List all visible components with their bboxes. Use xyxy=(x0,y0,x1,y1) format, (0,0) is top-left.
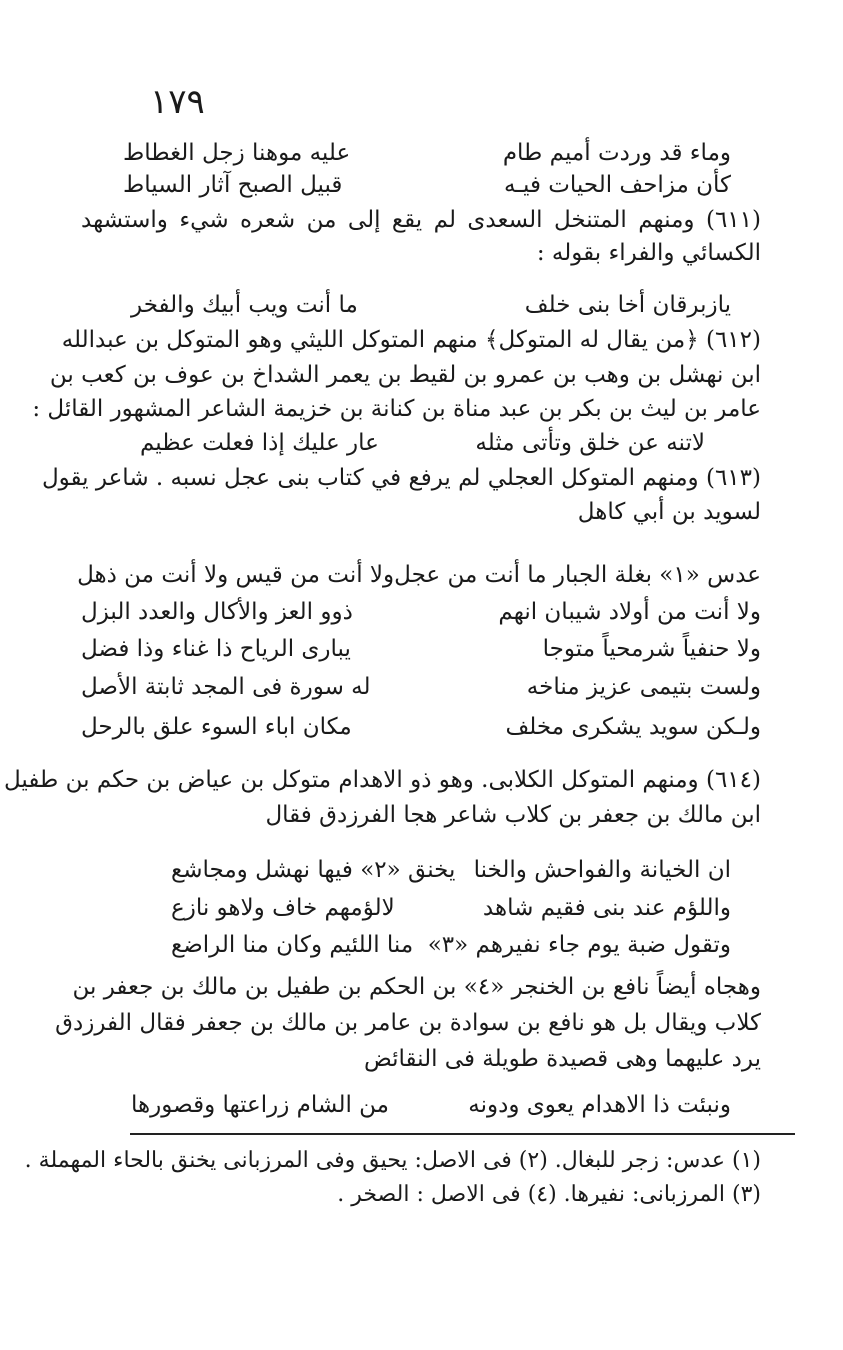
hemistich-second: ما أنت ويب أبيك والفخر xyxy=(131,292,358,318)
verse-line xyxy=(131,290,731,320)
verse-line xyxy=(81,672,761,702)
entry-614-line: (٦١٤) ومنهم المتوكل الكلابى. وهو ذو الاهدام متوكل بن عياض بن حكم بن طفيل xyxy=(4,767,761,793)
verse-line xyxy=(81,597,761,627)
verse-line xyxy=(140,428,705,458)
hemistich-first: يازبرقان أخا بنى خلف xyxy=(524,292,731,318)
hemistich-second: عليه موهنا زجل الغطاط xyxy=(123,140,351,166)
hemistich-first: ولا أنت من أولاد شيبان انهم xyxy=(498,599,761,625)
hemistich-second: يبارى الرياح ذا غناء وذا فضل xyxy=(81,636,351,662)
hemistich-second: ذوو العز والأكال والعدد البزل xyxy=(81,599,353,625)
entry-613-line: (٦١٣) ومنهم المتوكل العجلي لم يرفع في كتاب بنى عجل نسبه . شاعر يقول xyxy=(41,465,761,491)
hemistich-second: لالؤمهم خاف ولاهو نازع xyxy=(171,895,395,921)
entry-613-line: لسويد بن أبي كاهل xyxy=(577,499,761,525)
verse-line xyxy=(171,930,731,960)
hemistich-first: ولست بتيمى عزيز مناخه xyxy=(526,674,761,700)
hemistich-second: يخنق «٢» فيها نهشل ومجاشع xyxy=(171,857,456,883)
hemistich-second: مكان اباء السوء علق بالرحل xyxy=(81,714,352,740)
verse-line xyxy=(77,560,761,590)
page-number: ١٧٩ xyxy=(150,82,205,122)
verse-line xyxy=(171,855,731,885)
footnote-line: (١) عدس: زجر للبغال. (٢) فى الاصل: يحيق وفى المرزبانى يخنق بالحاء المهملة . xyxy=(24,1148,761,1173)
hemistich-first: ان الخيانة والفواحش والخنا xyxy=(473,857,731,883)
footnote-line: (٣) المرزبانى: نفيرها. (٤) فى الاصل : الصخر . xyxy=(337,1182,761,1207)
hemistich-first: عدس «١» بغلة الجبار ما أنت من عجل xyxy=(394,562,761,588)
hemistich-first: وتقول ضبة يوم جاء نفيرهم «٣» xyxy=(427,932,731,958)
verse-line xyxy=(131,1090,731,1120)
hemistich-second: منا اللئيم وكان منا الراضع xyxy=(171,932,414,958)
verse-line xyxy=(123,138,731,168)
entry-615-line: يرد عليهما وهى قصيدة طويلة فى النقائض xyxy=(363,1046,761,1072)
hemistich-second: عار عليك إذا فعلت عظيم xyxy=(140,430,379,456)
entry-615-line: كلاب ويقال بل هو نافع بن سوادة بن عامر بن مالك بن جعفر فقال الفرزدق xyxy=(55,1010,761,1036)
entry-614-line: ابن مالك بن جعفر بن كلاب شاعر هجا الفرزدق فقال xyxy=(265,802,761,828)
hemistich-first: واللؤم عند بنى فقيم شاهد xyxy=(482,895,731,921)
entry-615-line: وهجاه أيضاً نافع بن الخنجر «٤» بن الحكم بن طفيل بن مالك بن جعفر بن xyxy=(72,974,761,1000)
verse-line xyxy=(81,712,761,742)
hemistich-second: من الشام زراعتها وقصورها xyxy=(131,1092,389,1118)
entry-612-line: (٦١٢) ﴿من يقال له المتوكل﴾ منهم المتوكل الليثي وهو المتوكل بن عبدالله xyxy=(61,327,761,353)
verse-line xyxy=(81,634,761,664)
hemistich-first: ونبئت ذا الاهدام يعوى ودونه xyxy=(468,1092,731,1118)
hemistich-second: قبيل الصبح آثار السياط xyxy=(123,172,343,198)
hemistich-second: له سورة فى المجد ثابتة الأصل xyxy=(81,674,371,700)
hemistich-first: كأن مزاحف الحيات فيـه xyxy=(503,172,731,198)
hemistich-first: وماء قد وردت أميم طام xyxy=(502,140,731,166)
hemistich-first: ولا حنفياً شرمحياً متوجا xyxy=(542,636,761,662)
entry-612-line: عامر بن ليث بن بكر بن عبد مناة بن كنانة بن خزيمة الشاعر المشهور القائل : xyxy=(32,396,761,422)
verse-line xyxy=(171,893,731,923)
entry-611-line: الكسائي والفراء بقوله : xyxy=(536,240,761,266)
hemistich-first: ولـكن سويد يشكرى مخلف xyxy=(505,714,761,740)
hemistich-first: لاتنه عن خلق وتأتى مثله xyxy=(475,430,705,456)
entry-611-line: (٦١١) ومنهم المتنخل السعدى لم يقع إلى من شعره شيء واستشهد xyxy=(81,207,761,233)
hemistich-second: ولا أنت من قيس ولا أنت من ذهل xyxy=(77,562,395,588)
entry-612-line: ابن نهشل بن وهب بن عمرو بن لقيط بن يعمر الشداخ بن عوف بن كعب بن xyxy=(49,362,761,388)
footnote-separator xyxy=(130,1133,795,1135)
verse-line xyxy=(123,170,731,200)
